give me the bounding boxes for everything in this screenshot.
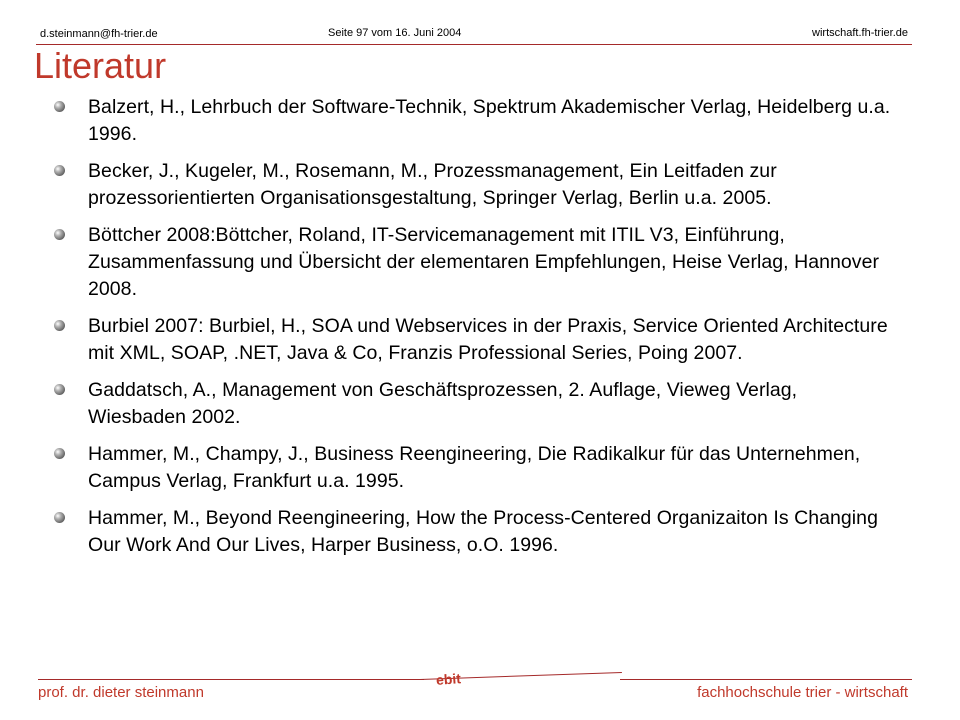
footer-rule-left xyxy=(38,679,424,680)
header-email: d.steinmann@fh-trier.de xyxy=(40,28,158,40)
bullet-icon xyxy=(54,384,65,395)
footer-institution: fachhochschule trier - wirtschaft xyxy=(697,684,908,701)
reference-text: Hammer, M., Champy, J., Business Reengineering, Die Radikalkur für das Unternehmen, Campus Verlag, Frankfurt u.a. 1995. xyxy=(88,443,861,492)
reference-item xyxy=(54,377,894,431)
bullet-icon xyxy=(54,320,65,331)
footer-author: prof. dr. dieter steinmann xyxy=(38,684,204,701)
reference-text: Balzert, H., Lehrbuch der Software-Technik, Spektrum Akademischer Verlag, Heidelberg u.a. 1996. xyxy=(88,96,891,145)
reference-item xyxy=(54,94,894,148)
header-page-info: Seite 97 vom 16. Juni 2004 xyxy=(328,27,462,39)
title-rule xyxy=(36,44,912,45)
reference-text: Burbiel 2007: Burbiel, H., SOA und Webservices in der Praxis, Service Oriented Architecture mit XML, SOAP, .NET, Java & Co, Franzis Professional Series, Poing 2007. xyxy=(88,315,888,364)
reference-item xyxy=(54,505,894,559)
bullet-icon xyxy=(54,101,65,112)
bullet-icon xyxy=(54,448,65,459)
reference-item xyxy=(54,313,894,367)
reference-item xyxy=(54,222,894,303)
bullet-icon xyxy=(54,165,65,176)
bullet-icon xyxy=(54,229,65,240)
reference-text: Böttcher 2008:Böttcher, Roland, IT-Servicemanagement mit ITIL V3, Einführung, Zusammenfassung und Übersicht der elementaren Empfehlungen, Heise Verlag, Hannover 2008. xyxy=(88,224,880,300)
reference-text: Gaddatsch, A., Management von Geschäftsprozessen, 2. Auflage, Vieweg Verlag, Wiesbaden 2002. xyxy=(88,379,798,428)
ebit-logo: ebit xyxy=(435,670,462,688)
footer-rule-right xyxy=(620,679,912,680)
reference-text: Becker, J., Kugeler, M., Rosemann, M., Prozessmanagement, Ein Leitfaden zur prozessorientierten Organisationsgestaltung, Springer Verlag, Berlin u.a. 2005. xyxy=(88,160,777,209)
reference-list xyxy=(54,94,894,569)
header-website: wirtschaft.fh-trier.de xyxy=(812,27,908,39)
reference-item xyxy=(54,441,894,495)
reference-item xyxy=(54,158,894,212)
reference-text: Hammer, M., Beyond Reengineering, How the Process-Centered Organizaiton Is Changing Our Work And Our Lives, Harper Business, o.O. 1996. xyxy=(88,507,878,556)
page-title: Literatur xyxy=(34,45,167,86)
bullet-icon xyxy=(54,512,65,523)
